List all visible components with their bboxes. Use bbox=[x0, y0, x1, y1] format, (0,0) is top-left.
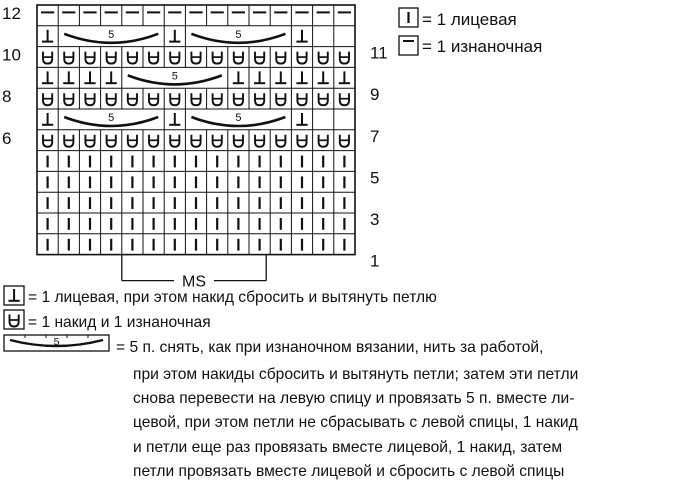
row-number-label: 12 bbox=[2, 4, 21, 23]
yo-purl-symbol bbox=[339, 135, 349, 147]
knit-drop-symbol bbox=[169, 30, 180, 42]
knit-drop-symbol bbox=[296, 71, 307, 83]
row-labels bbox=[2, 4, 388, 271]
yo-purl-symbol bbox=[191, 93, 201, 105]
yo-purl-symbol bbox=[276, 52, 286, 64]
knit-drop-symbol bbox=[296, 30, 307, 42]
repeat-label: MS bbox=[182, 273, 206, 291]
yo-purl-symbol bbox=[149, 93, 159, 105]
row-number-label: 8 bbox=[2, 87, 12, 107]
cable-symbol bbox=[64, 29, 158, 43]
cable-count-label: 5 bbox=[235, 112, 242, 124]
row-number-label: 11 bbox=[370, 43, 388, 63]
yo-purl-symbol bbox=[212, 93, 222, 105]
knit-drop-symbol bbox=[254, 71, 265, 83]
yo-purl-symbol bbox=[170, 93, 180, 105]
yo-purl-symbol bbox=[276, 135, 286, 147]
legend-cable-line: и петли еще раз провязать вместе лицевой, 1 накид, затем bbox=[133, 438, 563, 456]
cable-symbol bbox=[191, 29, 285, 43]
yo-purl-symbol bbox=[276, 93, 286, 105]
yo-purl-symbol bbox=[43, 52, 53, 64]
yo-purl-symbol bbox=[43, 135, 53, 147]
yo-purl-symbol bbox=[106, 93, 116, 105]
yo-purl-symbol bbox=[64, 135, 74, 147]
yo-purl-symbol bbox=[255, 52, 265, 64]
cable-count-label: 5 bbox=[171, 70, 178, 83]
row-number-label: 9 bbox=[370, 85, 380, 105]
legend-cable-text: = 5 п. снять, как при изнаночном вязании, нить за работой, bbox=[116, 339, 544, 356]
chart-symbols bbox=[41, 12, 351, 250]
knit-drop-symbol bbox=[84, 71, 95, 83]
legend-yo-purl-text: = 1 накид и 1 изнаночная bbox=[28, 314, 211, 331]
yo-purl-symbol bbox=[212, 52, 222, 64]
legend-cable-line: снова перевести на левую спицу и провязать 5 п. вместе ли- bbox=[133, 390, 575, 408]
legend-purl-box bbox=[399, 36, 418, 55]
yo-purl-symbol bbox=[191, 135, 201, 147]
yo-purl-symbol bbox=[43, 93, 53, 105]
yo-purl-symbol bbox=[170, 135, 180, 147]
yo-purl-symbol bbox=[170, 52, 180, 64]
yo-purl-symbol bbox=[297, 93, 307, 105]
yo-purl-symbol bbox=[233, 52, 243, 64]
knit-drop-symbol bbox=[275, 71, 286, 83]
cable-count-label: 5 bbox=[235, 28, 242, 41]
knit-drop-symbol bbox=[296, 113, 307, 125]
yo-purl-symbol bbox=[297, 135, 307, 147]
yo-purl-symbol bbox=[149, 52, 159, 64]
legend-knit-drop-text: = 1 лицевая, при этом накид сбросить и вытянуть петлю bbox=[28, 289, 437, 306]
cable-count-label: 5 bbox=[108, 28, 115, 41]
yo-purl-symbol bbox=[127, 135, 137, 147]
legend-cable-line: цевой, при этом петли не сбрасывать с левой спицы, 1 накид bbox=[133, 414, 578, 432]
legend-purl-text: = 1 изнаночная bbox=[422, 37, 543, 56]
yo-purl-symbol bbox=[149, 135, 159, 147]
knit-drop-symbol bbox=[42, 30, 53, 42]
cable-symbol bbox=[128, 70, 222, 84]
repeat-bracket bbox=[122, 255, 266, 291]
row-number-label: 3 bbox=[370, 210, 380, 229]
yo-purl-symbol bbox=[339, 52, 349, 64]
knit-drop-symbol bbox=[318, 71, 329, 83]
yo-purl-symbol bbox=[255, 93, 265, 105]
yo-purl-symbol bbox=[85, 135, 95, 147]
knit-drop-symbol bbox=[42, 113, 53, 125]
row-number-label: 6 bbox=[2, 128, 12, 148]
knit-drop-symbol bbox=[42, 71, 53, 83]
yo-purl-symbol bbox=[85, 93, 95, 105]
yo-purl-symbol bbox=[127, 93, 137, 105]
row-number-label: 5 bbox=[370, 168, 380, 188]
yo-purl-symbol bbox=[255, 135, 265, 147]
cable-symbol bbox=[64, 112, 158, 126]
legend-cable-description bbox=[133, 363, 578, 484]
yo-purl-symbol bbox=[297, 52, 307, 64]
yo-purl-symbol bbox=[106, 52, 116, 64]
row-number-label: 7 bbox=[370, 126, 380, 146]
yo-purl-symbol bbox=[64, 52, 74, 64]
yo-purl-symbol bbox=[233, 93, 243, 105]
yo-purl-symbol bbox=[233, 135, 243, 147]
knit-drop-symbol bbox=[63, 71, 74, 83]
legend-cable-line: при этом накиды сбросить и вытянуть петли; затем эти петли bbox=[133, 366, 579, 383]
yo-purl-symbol bbox=[318, 93, 328, 105]
knit-drop-symbol bbox=[339, 71, 350, 83]
row-number-label: 1 bbox=[370, 251, 380, 271]
yo-purl-symbol bbox=[106, 135, 116, 147]
legend-cable-count: 5 bbox=[53, 336, 60, 348]
legend-cable-line: петли провязать вместе лицевой и сбросить с левой спицы bbox=[133, 462, 565, 480]
yo-purl-symbol bbox=[318, 135, 328, 147]
knit-drop-symbol bbox=[169, 113, 180, 125]
yo-purl-symbol bbox=[318, 52, 328, 64]
legend-knit-text: = 1 лицевая bbox=[422, 10, 517, 29]
cable-count-label: 5 bbox=[108, 112, 115, 124]
yo-purl-symbol bbox=[85, 52, 95, 64]
knit-drop-symbol bbox=[106, 71, 117, 83]
knit-drop-symbol bbox=[233, 71, 244, 83]
yo-purl-symbol bbox=[64, 93, 74, 105]
yo-purl-symbol bbox=[191, 52, 201, 64]
row-number-label: 10 bbox=[2, 45, 21, 65]
yo-purl-symbol bbox=[339, 93, 349, 105]
cable-symbol bbox=[191, 112, 285, 126]
yo-purl-symbol bbox=[127, 52, 137, 64]
yo-purl-symbol bbox=[212, 135, 222, 147]
